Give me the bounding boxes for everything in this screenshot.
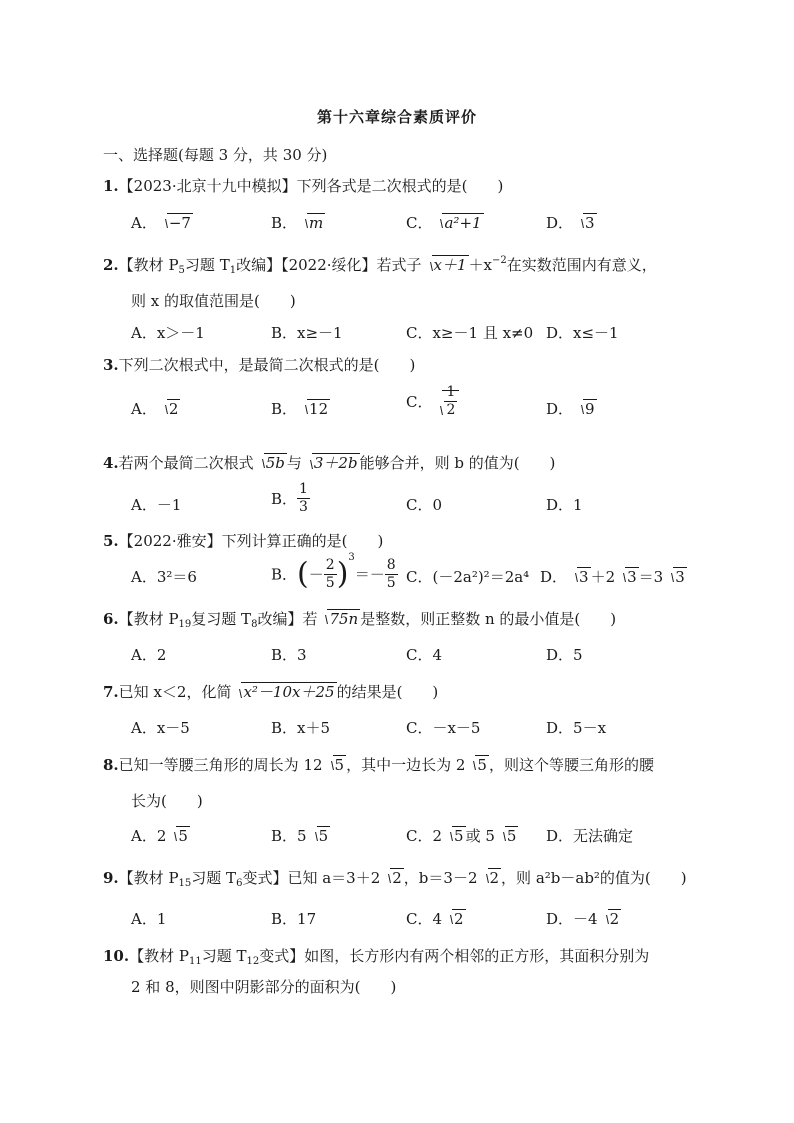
option-d: D．－4 2 — [546, 910, 620, 928]
option-c: C．x≥－1 且 x≠0 — [406, 324, 534, 342]
option-d: D．5 — [546, 646, 583, 664]
option-a: A． 2 — [131, 400, 179, 418]
option-b: B．3 — [271, 646, 307, 664]
section-heading: 一、选择题(每题 3 分，共 30 分) — [103, 146, 328, 164]
option-a: A．－1 — [131, 496, 182, 514]
option-a: A．1 — [131, 910, 167, 928]
option-a: A．x－5 — [131, 719, 190, 737]
option-c: C．(－2a²)²＝2a⁴ — [406, 568, 530, 586]
option-b: B．(－ $\frac{2}{5}$ )$^3$＝－ $\frac{8}{5}$ — [271, 552, 396, 592]
option-d: D．5－x — [546, 719, 607, 737]
question-4: 4.若两个最简二次根式 5b 与 3＋2b 能够合并，则 b 的值为( ) — [103, 454, 556, 472]
option-c: C． $\frac{1}{2}$ — [406, 384, 459, 419]
question-6: 6.【教材 $P_{19}$复习题 $T_8$改编】若 75n 是整数，则正整数 n 的最小值是( ) — [103, 610, 617, 630]
option-b: B．17 — [271, 910, 317, 928]
question-number: 1. — [103, 177, 119, 195]
option-b: B． 12 — [271, 400, 329, 418]
option-c: C．2 5 或 5 5 — [406, 827, 517, 845]
question-10: 10.【教材 $P_{11}$习题 $T_{12}$变式】如图，长方形内有两个相邻的正方形，其面积分别为 — [103, 947, 650, 967]
question-2-line2: 则 x 的取值范围是( ) — [131, 292, 296, 310]
option-a: A．2 5 — [131, 827, 188, 845]
question-3: 3.下列二次根式中，是最简二次根式的是( ) — [103, 356, 416, 374]
question-2: 2.【教材 $P_5$习题 $T_1$改编】【2022·绥化】若式子 $x+1 +x^{-2}$在实数范围内有意义， — [103, 255, 657, 276]
option-d: D． 3 — [546, 214, 595, 232]
option-d: D． 3 ＋2 3 ＝3 3 — [540, 568, 685, 586]
option-a: A．x＞－1 — [131, 324, 205, 342]
option-c: C．－x－5 — [406, 719, 481, 737]
option-c: C．0 — [406, 496, 443, 514]
option-b: B．x≥－1 — [271, 324, 343, 342]
option-d: D．x≤－1 — [546, 324, 619, 342]
question-text: 【2023·北京十九中模拟】下列各式是二次根式的是( ) — [118, 177, 504, 195]
question-10-line2: 2 和 8，则图中阴影部分的面积为( ) — [131, 978, 397, 996]
option-c: C．4 2 — [406, 910, 464, 928]
option-b: B． $\frac{1}{3}$ — [271, 481, 308, 515]
option-a: A．3²＝6 — [131, 568, 197, 586]
option-d: D．1 — [546, 496, 583, 514]
option-b: B．5 5 — [271, 827, 329, 845]
option-a: A．2 — [131, 646, 167, 664]
question-8: 8.已知一等腰三角形的周长为 12 5 ，其中一边长为 2 5 ，则这个等腰三角形的腰 — [103, 756, 654, 774]
option-d: D．无法确定 — [546, 827, 634, 845]
option-a: A． −7 — [131, 214, 191, 232]
page-title: 第十六章综合素质评价 — [316, 108, 477, 126]
question-7: 7.已知 x＜2，化简 x²－10x＋25 的结果是( ) — [103, 683, 439, 701]
question-8-line2: 长为( ) — [131, 792, 203, 810]
question-9: 9.【教材 $P_{15}$习题 $T_6$变式】已知 a＝3＋2 2 ，b＝3－2 2 ，则 a²b－ab²的值为( ) — [103, 869, 687, 889]
option-c: C．4 — [406, 646, 443, 664]
question-1 — [103, 175, 503, 196]
question-5: 5.【2022·雅安】下列计算正确的是( ) — [103, 532, 384, 550]
option-c: C． a²+1 — [406, 214, 482, 232]
option-b: B． m — [271, 214, 324, 232]
option-d: D． 9 — [546, 400, 595, 418]
option-b: B．x＋5 — [271, 719, 331, 737]
